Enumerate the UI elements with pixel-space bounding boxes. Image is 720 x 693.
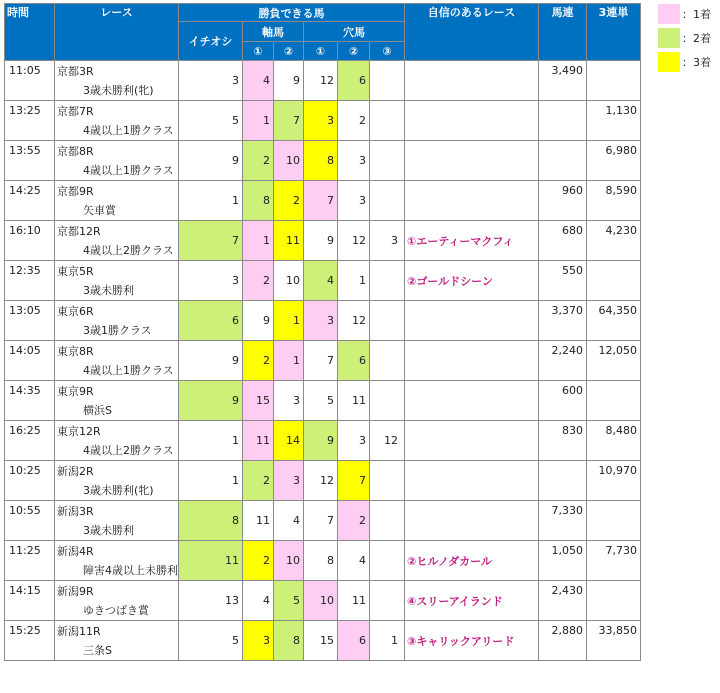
race-id: 新潟11R	[55, 621, 179, 641]
race-name: 3歳未勝利	[55, 521, 179, 541]
race-id: 京都7R	[55, 101, 179, 121]
header-ana-2: ②	[338, 42, 370, 61]
race-time: 11:25	[5, 541, 55, 561]
table-row	[5, 501, 641, 521]
pick-jiku-2: 1	[274, 341, 304, 381]
table-row	[5, 621, 641, 641]
race-name: 矢車賞	[55, 201, 179, 221]
sanrentan-payout	[587, 501, 641, 521]
confident-race	[405, 381, 539, 421]
race-time-blank	[5, 201, 55, 221]
umaren-payout: 830	[539, 421, 587, 441]
pick-ana-1: 15	[304, 621, 338, 661]
pick-ana-3	[370, 341, 405, 381]
sanrentan-blank	[587, 641, 641, 661]
race-time: 12:35	[5, 261, 55, 281]
race-name: 4歳以上1勝クラス	[55, 161, 179, 181]
header-ana-1: ①	[304, 42, 338, 61]
race-time: 11:05	[5, 61, 55, 81]
race-time-blank	[5, 161, 55, 181]
pick-jiku-1: 8	[243, 181, 274, 221]
sanrentan-blank	[587, 481, 641, 501]
table-row	[5, 421, 641, 441]
race-id: 東京6R	[55, 301, 179, 321]
pick-ana-3	[370, 141, 405, 181]
table-row	[5, 221, 641, 241]
pick-ichioshi: 13	[179, 581, 243, 621]
pick-ana-1: 7	[304, 181, 338, 221]
pick-jiku-2: 10	[274, 141, 304, 181]
legend-item-1st	[658, 4, 711, 24]
pick-ichioshi: 11	[179, 541, 243, 581]
header-horses: 勝負できる馬	[179, 4, 405, 22]
umaren-blank	[539, 361, 587, 381]
race-name: ゆきつばき賞	[55, 601, 179, 621]
table-row	[5, 261, 641, 281]
race-name: 3歳未勝利	[55, 281, 179, 301]
umaren-payout: 600	[539, 381, 587, 401]
confident-race: ②ゴールドシーン	[405, 261, 539, 301]
confident-race	[405, 101, 539, 141]
umaren-payout: 1,050	[539, 541, 587, 561]
confident-race: ④スリーアイランド	[405, 581, 539, 621]
legend-label: ：3着	[682, 56, 711, 69]
pick-ana-3	[370, 181, 405, 221]
table-row	[5, 181, 641, 201]
race-time-blank	[5, 81, 55, 101]
race-time: 10:55	[5, 501, 55, 521]
sanrentan-payout: 4,230	[587, 221, 641, 241]
umaren-blank	[539, 561, 587, 581]
race-id: 新潟3R	[55, 501, 179, 521]
umaren-blank	[539, 81, 587, 101]
pick-ana-1: 9	[304, 221, 338, 261]
confident-race	[405, 61, 539, 101]
race-id: 京都8R	[55, 141, 179, 161]
pick-ana-2: 7	[338, 461, 370, 501]
race-id: 京都9R	[55, 181, 179, 201]
sanrentan-blank	[587, 281, 641, 301]
pick-ichioshi: 3	[179, 61, 243, 101]
pick-ana-3	[370, 581, 405, 621]
header-time: 時間	[5, 4, 55, 61]
pick-jiku-1: 2	[243, 461, 274, 501]
pick-ana-2: 3	[338, 141, 370, 181]
race-name: 三条S	[55, 641, 179, 661]
pick-jiku-1: 4	[243, 581, 274, 621]
header-ichioshi: イチオシ	[179, 22, 243, 61]
pick-ana-2: 6	[338, 61, 370, 101]
race-time: 15:25	[5, 621, 55, 641]
header-jiku: 軸馬	[243, 22, 304, 42]
sanrentan-blank	[587, 81, 641, 101]
pick-ana-3: 12	[370, 421, 405, 461]
header-confident: 自信のあるレース	[405, 4, 539, 61]
pick-jiku-2: 9	[274, 61, 304, 101]
table-row	[5, 381, 641, 401]
pick-jiku-2: 3	[274, 461, 304, 501]
confident-race: ③キャリックアリード	[405, 621, 539, 661]
header-umaren: 馬連	[539, 4, 587, 61]
sanrentan-payout: 1,130	[587, 101, 641, 121]
table-row	[5, 581, 641, 601]
umaren-payout: 3,370	[539, 301, 587, 321]
pick-jiku-1: 11	[243, 501, 274, 541]
pick-jiku-2: 3	[274, 381, 304, 421]
confident-race: ②ヒルノダカール	[405, 541, 539, 581]
legend-item-2nd	[658, 28, 711, 48]
umaren-payout: 550	[539, 261, 587, 281]
pick-ana-1: 8	[304, 141, 338, 181]
race-id: 京都12R	[55, 221, 179, 241]
race-time: 13:55	[5, 141, 55, 161]
pick-jiku-2: 7	[274, 101, 304, 141]
pick-ana-1: 12	[304, 61, 338, 101]
confident-race	[405, 461, 539, 501]
pick-ana-1: 9	[304, 421, 338, 461]
pick-ichioshi: 9	[179, 341, 243, 381]
pick-ichioshi: 3	[179, 261, 243, 301]
pick-jiku-1: 2	[243, 541, 274, 581]
umaren-blank	[539, 121, 587, 141]
sanrentan-blank	[587, 401, 641, 421]
pick-ichioshi: 9	[179, 381, 243, 421]
legend-swatch-pink	[658, 4, 680, 24]
sanrentan-payout: 8,480	[587, 421, 641, 441]
pick-ichioshi: 1	[179, 421, 243, 461]
umaren-payout: 960	[539, 181, 587, 201]
pick-ichioshi: 5	[179, 101, 243, 141]
pick-jiku-1: 1	[243, 101, 274, 141]
pick-ana-3	[370, 261, 405, 301]
race-time-blank	[5, 361, 55, 381]
legend	[658, 4, 711, 76]
confident-race	[405, 301, 539, 341]
race-name: 4歳以上2勝クラス	[55, 441, 179, 461]
pick-ana-2: 11	[338, 581, 370, 621]
pick-jiku-2: 2	[274, 181, 304, 221]
sanrentan-payout	[587, 581, 641, 601]
legend-item-3rd	[658, 52, 711, 72]
race-time-blank	[5, 601, 55, 621]
sanrentan-blank	[587, 241, 641, 261]
pick-jiku-2: 10	[274, 541, 304, 581]
umaren-payout: 3,490	[539, 61, 587, 81]
umaren-payout: 2,430	[539, 581, 587, 601]
sanrentan-payout	[587, 61, 641, 81]
pick-jiku-1: 2	[243, 341, 274, 381]
pick-ana-1: 12	[304, 461, 338, 501]
race-name: 3歳未勝利(牝)	[55, 81, 179, 101]
umaren-blank	[539, 321, 587, 341]
table-row	[5, 61, 641, 81]
race-time: 10:25	[5, 461, 55, 481]
header-jiku-1: ①	[243, 42, 274, 61]
pick-jiku-1: 15	[243, 381, 274, 421]
table-body	[5, 61, 641, 661]
race-time: 14:05	[5, 341, 55, 361]
sanrentan-blank	[587, 521, 641, 541]
sanrentan-blank	[587, 561, 641, 581]
pick-ana-1: 7	[304, 341, 338, 381]
pick-ana-2: 3	[338, 421, 370, 461]
pick-ana-1: 4	[304, 261, 338, 301]
pick-ana-3	[370, 301, 405, 341]
umaren-blank	[539, 161, 587, 181]
pick-ichioshi: 9	[179, 141, 243, 181]
sanrentan-blank	[587, 601, 641, 621]
pick-ana-1: 8	[304, 541, 338, 581]
pick-ana-2: 6	[338, 341, 370, 381]
race-time-blank	[5, 241, 55, 261]
pick-ichioshi: 8	[179, 501, 243, 541]
umaren-payout: 680	[539, 221, 587, 241]
legend-label: ：1着	[682, 8, 711, 21]
table-row	[5, 461, 641, 481]
sanrentan-blank	[587, 161, 641, 181]
race-time-blank	[5, 401, 55, 421]
pick-ana-2: 11	[338, 381, 370, 421]
pick-jiku-2: 11	[274, 221, 304, 261]
race-id: 京都3R	[55, 61, 179, 81]
pick-ana-3	[370, 461, 405, 501]
pick-jiku-1: 3	[243, 621, 274, 661]
umaren-blank	[539, 481, 587, 501]
umaren-payout	[539, 141, 587, 161]
sanrentan-payout: 12,050	[587, 341, 641, 361]
pick-ana-2: 3	[338, 181, 370, 221]
table-row	[5, 101, 641, 121]
header-ana: 穴馬	[304, 22, 405, 42]
umaren-blank	[539, 601, 587, 621]
umaren-payout: 2,240	[539, 341, 587, 361]
pick-ana-1: 3	[304, 101, 338, 141]
pick-ana-2: 12	[338, 221, 370, 261]
umaren-payout: 7,330	[539, 501, 587, 521]
confident-race	[405, 141, 539, 181]
pick-jiku-1: 11	[243, 421, 274, 461]
umaren-blank	[539, 521, 587, 541]
umaren-blank	[539, 281, 587, 301]
pick-ana-3	[370, 101, 405, 141]
table-row	[5, 141, 641, 161]
sanrentan-blank	[587, 201, 641, 221]
sanrentan-blank	[587, 441, 641, 461]
race-name: 4歳以上1勝クラス	[55, 121, 179, 141]
pick-ana-2: 12	[338, 301, 370, 341]
race-time-blank	[5, 281, 55, 301]
pick-ichioshi: 7	[179, 221, 243, 261]
pick-jiku-2: 10	[274, 261, 304, 301]
pick-ana-1: 3	[304, 301, 338, 341]
race-name: 3歳未勝利(牝)	[55, 481, 179, 501]
sanrentan-payout: 64,350	[587, 301, 641, 321]
race-id: 東京8R	[55, 341, 179, 361]
race-picks-table	[4, 3, 641, 661]
sanrentan-payout	[587, 261, 641, 281]
sanrentan-payout: 7,730	[587, 541, 641, 561]
race-time-blank	[5, 321, 55, 341]
confident-race	[405, 421, 539, 461]
header-ana-3: ③	[370, 42, 405, 61]
header-race: レース	[55, 4, 179, 61]
race-time: 14:35	[5, 381, 55, 401]
sanrentan-payout: 6,980	[587, 141, 641, 161]
race-time: 16:25	[5, 421, 55, 441]
pick-jiku-2: 8	[274, 621, 304, 661]
pick-jiku-2: 1	[274, 301, 304, 341]
pick-ana-2: 2	[338, 501, 370, 541]
race-time-blank	[5, 521, 55, 541]
pick-ana-2: 1	[338, 261, 370, 301]
pick-ana-1: 7	[304, 501, 338, 541]
pick-jiku-2: 14	[274, 421, 304, 461]
pick-ana-1: 5	[304, 381, 338, 421]
pick-ana-1: 10	[304, 581, 338, 621]
pick-ichioshi: 6	[179, 301, 243, 341]
pick-ana-2: 2	[338, 101, 370, 141]
legend-label: ：2着	[682, 32, 711, 45]
pick-ana-3	[370, 61, 405, 101]
sanrentan-payout: 33,850	[587, 621, 641, 641]
pick-ana-2: 6	[338, 621, 370, 661]
pick-jiku-2: 5	[274, 581, 304, 621]
legend-swatch-green	[658, 28, 680, 48]
sanrentan-payout: 8,590	[587, 181, 641, 201]
umaren-payout: 2,880	[539, 621, 587, 641]
umaren-blank	[539, 441, 587, 461]
race-time: 14:15	[5, 581, 55, 601]
header-sanrentan: 3連単	[587, 4, 641, 61]
legend-swatch-yellow	[658, 52, 680, 72]
sanrentan-blank	[587, 121, 641, 141]
race-time: 16:10	[5, 221, 55, 241]
pick-ana-3: 1	[370, 621, 405, 661]
race-time: 14:25	[5, 181, 55, 201]
race-id: 新潟4R	[55, 541, 179, 561]
confident-race	[405, 181, 539, 221]
pick-ana-3: 3	[370, 221, 405, 261]
pick-jiku-1: 1	[243, 221, 274, 261]
pick-ichioshi: 1	[179, 181, 243, 221]
table-row	[5, 541, 641, 561]
race-id: 東京5R	[55, 261, 179, 281]
sanrentan-blank	[587, 361, 641, 381]
table-row	[5, 341, 641, 361]
sanrentan-payout: 10,970	[587, 461, 641, 481]
pick-ichioshi: 1	[179, 461, 243, 501]
race-id: 新潟9R	[55, 581, 179, 601]
pick-ana-3	[370, 541, 405, 581]
race-name: 4歳以上1勝クラス	[55, 361, 179, 381]
race-name: 障害4歳以上未勝利	[55, 561, 179, 581]
race-time-blank	[5, 561, 55, 581]
race-time: 13:05	[5, 301, 55, 321]
pick-jiku-2: 4	[274, 501, 304, 541]
sanrentan-blank	[587, 321, 641, 341]
race-time-blank	[5, 121, 55, 141]
confident-race: ①エーティーマクフィ	[405, 221, 539, 261]
umaren-blank	[539, 401, 587, 421]
pick-jiku-1: 9	[243, 301, 274, 341]
race-name: 4歳以上2勝クラス	[55, 241, 179, 261]
header-jiku-2: ②	[274, 42, 304, 61]
race-time-blank	[5, 441, 55, 461]
race-name: 3歳1勝クラス	[55, 321, 179, 341]
pick-ana-3	[370, 381, 405, 421]
pick-ichioshi: 5	[179, 621, 243, 661]
pick-jiku-1: 4	[243, 61, 274, 101]
table-header	[5, 4, 641, 61]
race-time-blank	[5, 641, 55, 661]
umaren-blank	[539, 201, 587, 221]
confident-race	[405, 501, 539, 541]
pick-jiku-1: 2	[243, 141, 274, 181]
umaren-payout	[539, 101, 587, 121]
confident-race	[405, 341, 539, 381]
race-name: 横浜S	[55, 401, 179, 421]
race-time-blank	[5, 481, 55, 501]
sanrentan-payout	[587, 381, 641, 401]
race-id: 新潟2R	[55, 461, 179, 481]
race-id: 東京12R	[55, 421, 179, 441]
race-id: 東京9R	[55, 381, 179, 401]
pick-ana-2: 4	[338, 541, 370, 581]
umaren-blank	[539, 641, 587, 661]
pick-ana-3	[370, 501, 405, 541]
pick-jiku-1: 2	[243, 261, 274, 301]
umaren-blank	[539, 241, 587, 261]
umaren-payout	[539, 461, 587, 481]
race-time: 13:25	[5, 101, 55, 121]
table-row	[5, 301, 641, 321]
